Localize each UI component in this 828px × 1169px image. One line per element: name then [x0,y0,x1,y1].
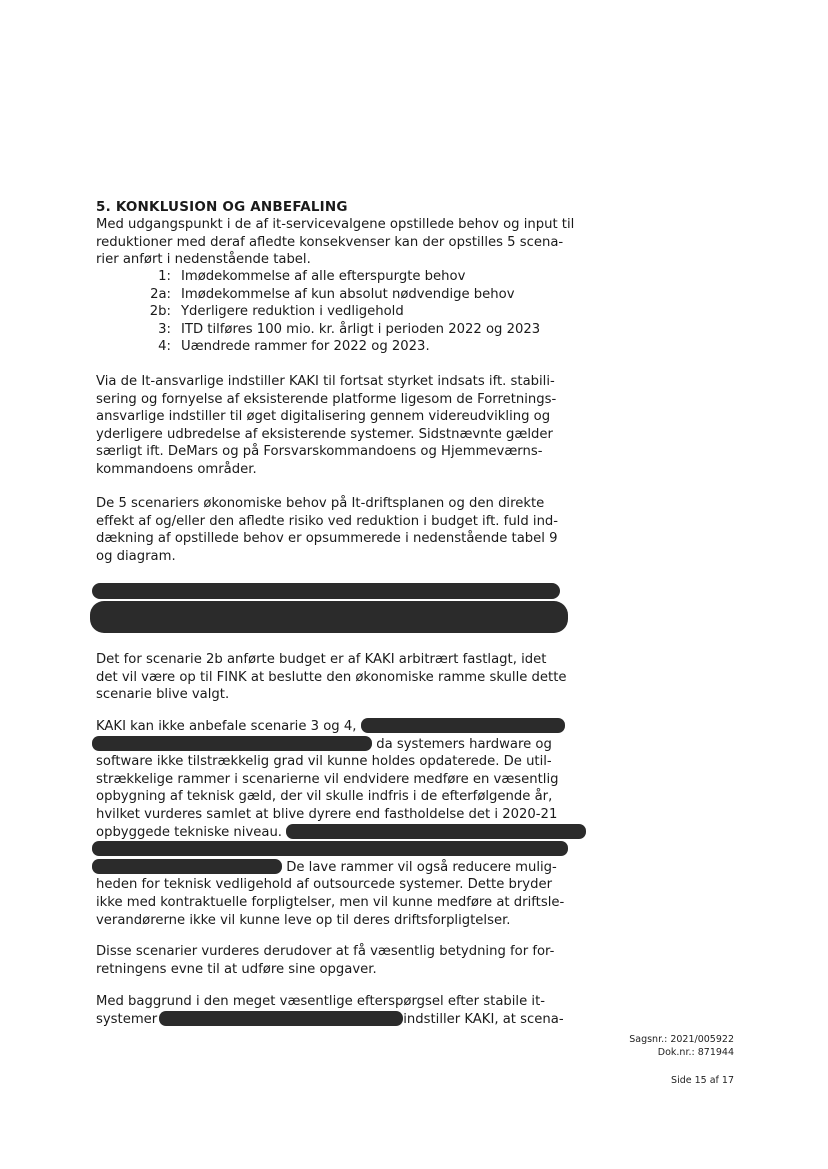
text-line: dækning af opstillede behov er opsummerede i nedenstående tabel 9 [96,531,558,547]
list-number: 4: [158,339,171,355]
text-line [96,859,596,877]
text-line: heden for teknisk vedligehold af outsourcede systemer. Dette bryder [96,877,553,893]
paragraph-7 [96,993,596,1028]
text-segment: opbyggede tekniske niveau. [96,824,283,840]
text-line: og diagram. [96,548,176,564]
text-line: det vil være op til FINK at beslutte den økonomiske ramme skulle dette [96,669,567,685]
redaction-inline [361,718,565,733]
text-line: retningens evne til at udføre sine opgaver. [96,961,377,977]
text-line [96,736,596,754]
case-number: Sagsnr.: 2021/005922 [629,1034,734,1045]
text-line: yderligere udbredelse af eksisterende systemer. Sidstnævnte gælder [96,426,553,442]
list-number: 3: [158,321,171,337]
text-line: Via de It-ansvarlige indstiller KAKI til fortsat styrket indsats ift. stabili- [96,374,555,389]
text-line: kommandoens områder. [96,461,257,477]
text-segment: systemer [96,1011,158,1027]
text-line: ansvarlige indstiller til øget digitalisering gennem videreudvikling og [96,409,551,425]
list-text: ITD tilføres 100 mio. kr. årligt i perioden 2022 og 2023 [181,321,541,337]
list-text: Yderligere reduktion i vedligehold [181,304,404,320]
list-text: Imødekommelse af kun absolut nødvendige behov [181,286,515,302]
redaction-block [90,601,568,633]
text-line: reduktioner med deraf afledte konsekvenser kan der opstilles 5 scena- [96,234,564,250]
text-line: opbygning af teknisk gæld, der vil skulle indfris i de efterfølgende år, [96,789,553,805]
section-heading: 5. KONKLUSION OG ANBEFALING [96,199,348,215]
list-number: 2a: [150,286,171,302]
redaction-inline [92,859,282,874]
list-item [140,286,540,304]
text-line [96,824,596,842]
text-line: ikke med kontraktuelle forpligtelser, men vil kunne medføre at driftsle- [96,894,565,910]
text-segment: De lave rammer vil også reducere mulig- [286,859,557,875]
text-segment: KAKI kan ikke anbefale scenarie 3 og 4, [96,719,357,734]
text-line: særligt ift. DeMars og på Forsvarskommandoens og Hjemmeværns- [96,444,543,460]
list-item [140,303,540,321]
text-line: software ikke tilstrækkelig grad vil kunne holdes opdaterede. De util- [96,754,552,770]
text-segment: indstiller KAKI, at scena- [403,1011,564,1027]
paragraph-3 [96,495,596,565]
scenario-list [140,268,540,356]
text-line: scenarie blive valgt. [96,687,230,703]
text-line: Med baggrund i den meget væsentlige efterspørgsel efter stabile it- [96,994,545,1009]
text-line: Disse scenarier vurderes derudover at få væsentlig betydning for for- [96,944,555,959]
text-segment: da systemers hardware og [376,736,552,752]
text-line: hvilket vurderes samlet at blive dyrere end fastholdelse det i 2020-21 [96,806,558,822]
text-line [96,1011,596,1029]
page-number: Side 15 af 17 [671,1075,734,1086]
text-line: De 5 scenariers økonomiske behov på It-driftsplanen og den direkte [96,496,545,511]
redaction-block [92,583,560,599]
list-number: 2b: [149,304,171,320]
text-line: Det for scenarie 2b anførte budget er af KAKI arbitrært fastlagt, idet [96,652,547,667]
list-item [140,321,540,339]
paragraph-6 [96,943,596,978]
paragraph-4 [96,651,596,704]
redaction-inline [92,841,568,856]
paragraph-5 [96,718,596,929]
text-line: strækkelige rammer i scenarierne vil endvidere medføre en væsentlig [96,771,559,787]
redaction-inline [286,824,586,839]
list-text: Imødekommelse af alle efterspurgte behov [181,269,466,284]
document-number: Dok.nr.: 871944 [657,1047,734,1058]
text-line: sering og fornyelse af eksisterende platforme ligesom de Forretnings- [96,391,557,407]
list-text: Uændrede rammer for 2022 og 2023. [181,339,430,355]
redaction-inline [92,736,372,751]
list-item [140,268,540,286]
text-line [96,718,596,736]
text-line: Med udgangspunkt i de af it-servicevalgene opstillede behov og input til [96,217,575,232]
intro-paragraph [96,216,596,269]
paragraph-2 [96,373,596,479]
list-item [140,338,540,356]
redaction-inline [159,1011,403,1026]
text-line: rier anført i nedenstående tabel. [96,252,311,268]
text-line: effekt af og/eller den afledte risiko ved reduktion i budget ift. fuld ind- [96,513,559,529]
text-line: verandørerne ikke vil kunne leve op til deres driftsforpligtelser. [96,912,511,928]
list-number: 1: [158,269,171,284]
text-line [96,841,596,859]
